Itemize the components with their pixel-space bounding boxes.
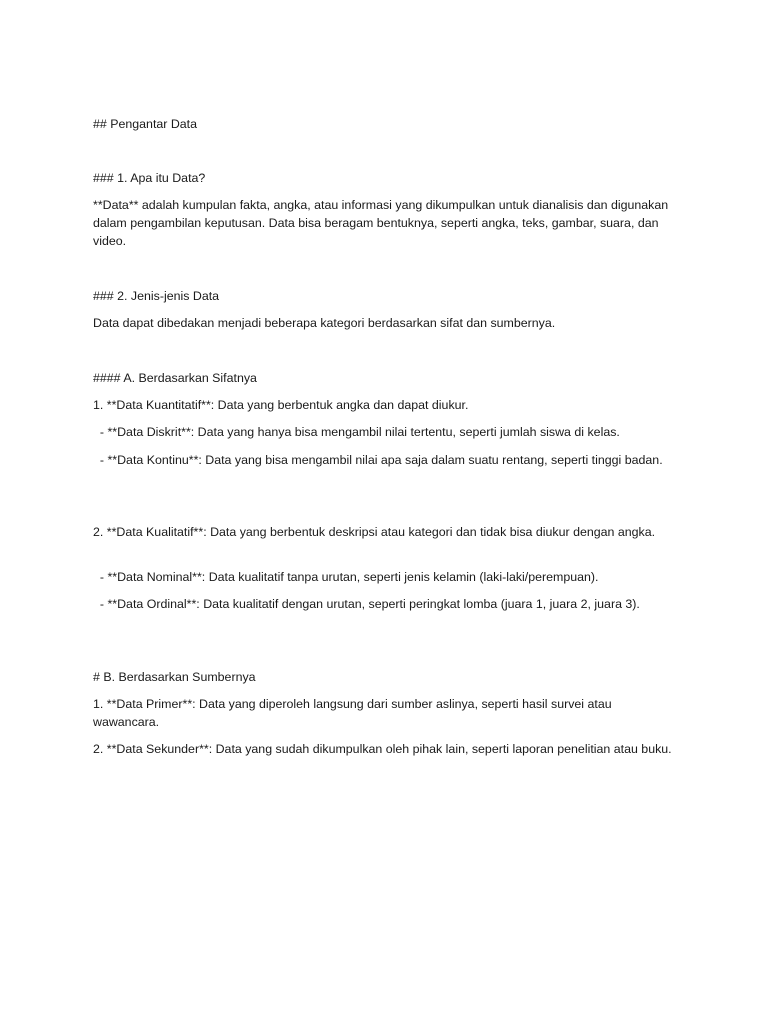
list-item-primer: 1. **Data Primer**: Data yang diperoleh langsung dari sumber aslinya, seperti hasil survei atau wawancara. (93, 697, 612, 729)
section-1-paragraph: **Data** adalah kumpulan fakta, angka, atau informasi yang dikumpulkan untuk dianalisis dan digunakan dalam pengambilan keputusan. Data bisa beragam bentuknya, seperti angka, teks, gambar, suara, dan video. (93, 198, 669, 248)
list-subitem-kontinu: - **Data Kontinu**: Data yang bisa mengambil nilai apa saja dalam suatu rentang, seperti tinggi badan. (93, 453, 663, 467)
section-2-paragraph: Data dapat dibedakan menjadi beberapa kategori berdasarkan sifat dan sumbernya. (93, 316, 556, 330)
section-1-heading: ### 1. Apa itu Data? (93, 171, 206, 185)
list-subitem-nominal: - **Data Nominal**: Data kualitatif tanpa urutan, seperti jenis kelamin (laki-laki/perempuan). (93, 570, 599, 584)
list-item-kualitatif: 2. **Data Kualitatif**: Data yang berbentuk deskripsi atau kategori dan tidak bisa diukur dengan angka. (93, 525, 656, 539)
document-title: ## Pengantar Data (93, 117, 198, 131)
list-subitem-ordinal: - **Data Ordinal**: Data kualitatif dengan urutan, seperti peringkat lomba (juara 1, juara 2, juara 3). (93, 597, 640, 611)
list-subitem-diskrit: - **Data Diskrit**: Data yang hanya bisa mengambil nilai tertentu, seperti jumlah siswa di kelas. (93, 425, 620, 439)
section-b-heading: # B. Berdasarkan Sumbernya (93, 670, 256, 684)
section-2-heading: ### 2. Jenis-jenis Data (93, 289, 220, 303)
list-item-sekunder: 2. **Data Sekunder**: Data yang sudah dikumpulkan oleh pihak lain, seperti laporan penelitian atau buku. (93, 742, 672, 756)
section-a-heading: #### A. Berdasarkan Sifatnya (93, 371, 257, 385)
list-item-kuantitatif: 1. **Data Kuantitatif**: Data yang berbentuk angka dan dapat diukur. (93, 398, 469, 412)
